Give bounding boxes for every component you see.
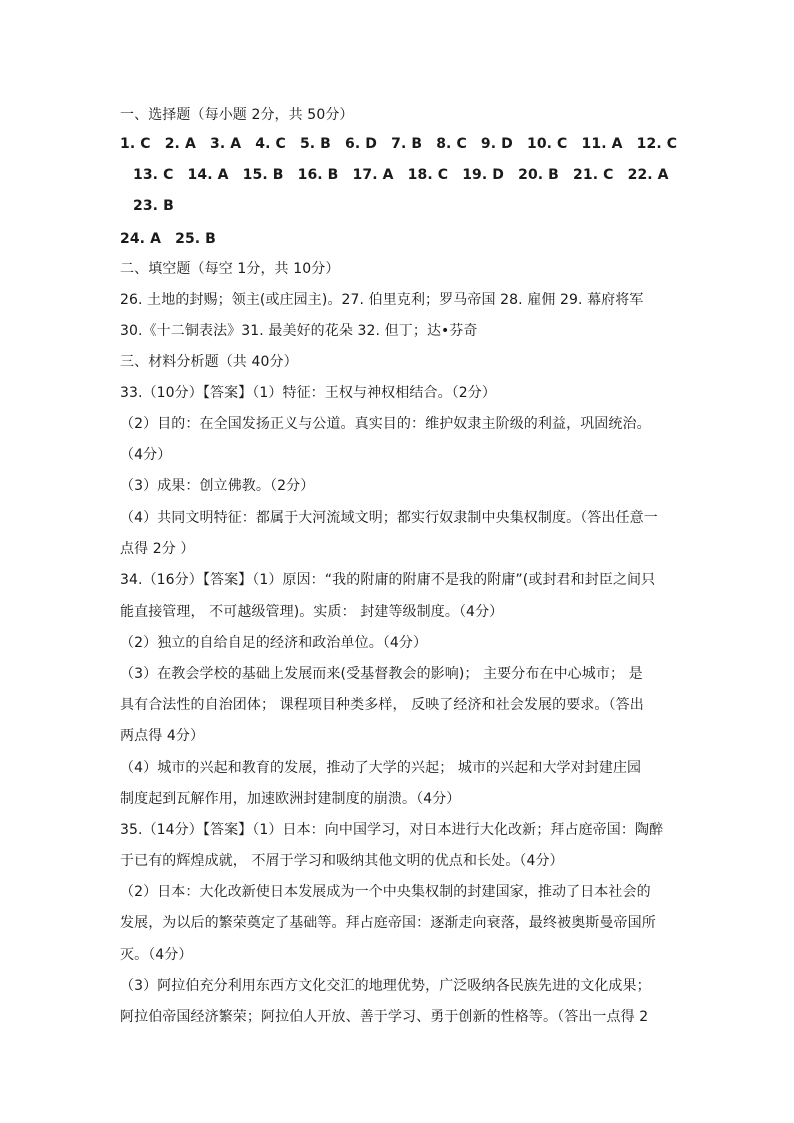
q35-line: 发展，为以后的繁荣奠定了基础等。拜占庭帝国：逐渐走向衰落，最终被奥斯曼帝国所 bbox=[120, 915, 656, 931]
q34-line: 34.（16分）【答案】（1）原因：“我的附庸的附庸不是我的附庸”(或封君和封臣之间只 bbox=[120, 572, 656, 588]
q34-line: 两点得 4分） bbox=[120, 728, 205, 744]
q35-line: 35.（14分）【答案】（1）日本：向中国学习，对日本进行大化改新；拜占庭帝国：陶醉 bbox=[120, 822, 664, 838]
q35-line: （3）阿拉伯充分利用东西方文化交汇的地理优势，广泛吸纳各民族先进的文化成果； bbox=[120, 978, 651, 994]
q35-line: （2）日本：大化改新使日本发展成为一个中央集权制的封建国家，推动了日本社会的 bbox=[120, 884, 651, 900]
q34-line: 能直接管理， 不可越级管理)。实质： 封建等级制度。（4分） bbox=[120, 604, 504, 620]
section-2-heading: 二、填空题（每空 1分，共 10分） bbox=[120, 261, 340, 277]
q35-line: 灭。（4分） bbox=[120, 947, 193, 963]
q35-line: 阿拉伯帝国经济繁荣；阿拉伯人开放、善于学习、勇于创新的性格等。（答出一点得 2 bbox=[120, 1009, 649, 1025]
choice-answers-row-4: 24. A 25. B bbox=[120, 231, 216, 247]
q34-line: 具有合法性的自治团体； 课程项目种类多样， 反映了经济和社会发展的要求。（答出 bbox=[120, 697, 644, 713]
choice-answers-row-2: 13. C 14. A 15. B 16. B 17. A 18. C 19. D 20. B 21. C 22. A bbox=[133, 167, 669, 183]
choice-answers-row-1: 1. C 2. A 3. A 4. C 5. B 6. D 7. B 8. C 9. D 10. C 11. A 12. C bbox=[120, 136, 678, 152]
q33-line: （2）目的：在全国发扬正义与公道。真实目的：维护奴隶主阶级的利益，巩固统治。 bbox=[120, 416, 651, 432]
q33-line: 点得 2分 ） bbox=[120, 541, 195, 557]
fill-answers-row-1: 26. 土地的封赐；领主(或庄园主)。27. 伯里克利；罗马帝国 28. 雇佣 29. 幕府将军 bbox=[120, 292, 644, 308]
section-1-heading: 一、选择题（每小题 2分，共 50分） bbox=[120, 107, 354, 123]
q34-line: （3）在教会学校的基础上发展而来(受基督教会的影响)； 主要分布在中心城市； 是 bbox=[120, 666, 643, 682]
fill-answers-row-2: 30.《十二铜表法》31. 最美好的花朵 32. 但丁；达•芬奇 bbox=[120, 323, 478, 339]
q34-line: 制度起到瓦解作用，加速欧洲封建制度的崩溃。（4分） bbox=[120, 791, 461, 807]
section-3-heading: 三、材料分析题（共 40分） bbox=[120, 354, 298, 370]
q33-line: （4分） bbox=[120, 447, 172, 463]
q34-line: （4）城市的兴起和教育的发展，推动了大学的兴起； 城市的兴起和大学对封建庄园 bbox=[120, 760, 642, 776]
q33-line: 33.（10分）【答案】（1）特征：王权与神权相结合。（2分） bbox=[120, 385, 496, 401]
q34-line: （2）独立的自给自足的经济和政治单位。（4分） bbox=[120, 635, 428, 651]
q33-line: （3）成果：创立佛教。（2分） bbox=[120, 478, 315, 494]
q33-line: （4）共同文明特征：都属于大河流域文明；都实行奴隶制中央集权制度。（答出任意一 bbox=[120, 510, 658, 526]
q35-line: 于已有的辉煌成就， 不屑于学习和吸纳其他文明的优点和长处。（4分） bbox=[120, 853, 564, 869]
choice-answers-row-3: 23. B bbox=[133, 198, 174, 214]
